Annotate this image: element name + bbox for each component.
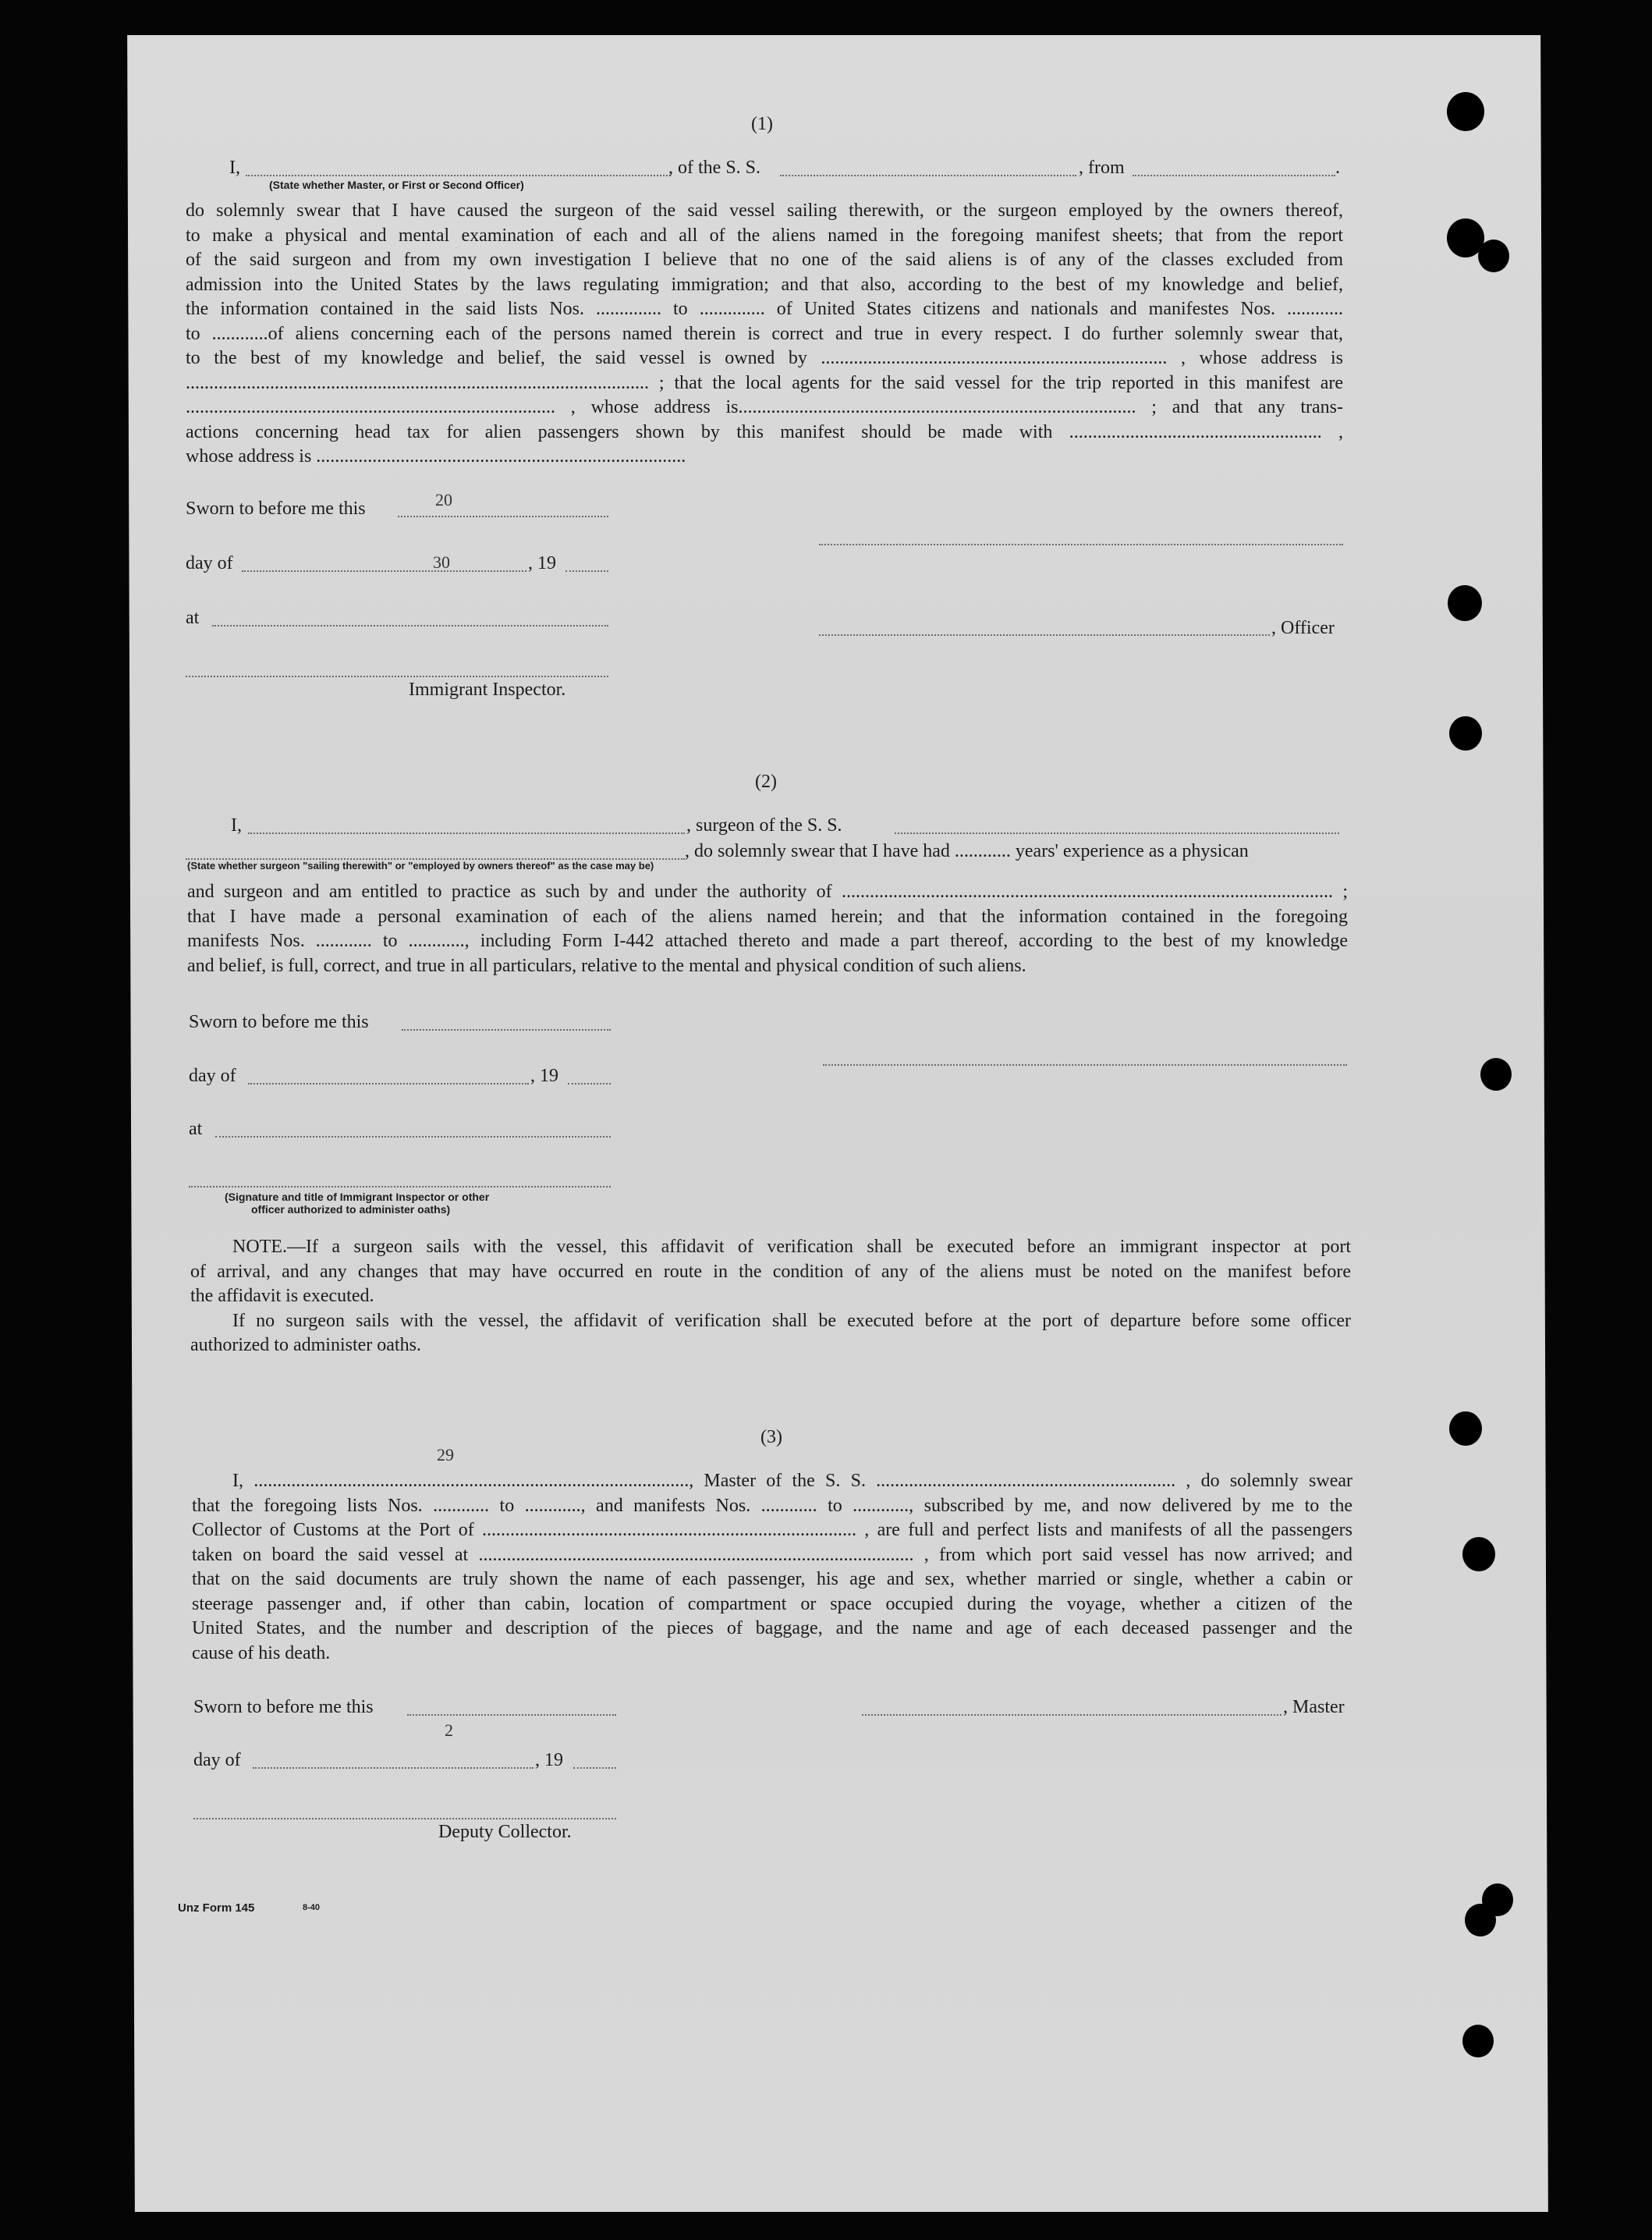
signature-note: (Signature and title of Immigrant Inspector or other	[225, 1191, 490, 1203]
punch-hole	[1447, 92, 1484, 131]
section-number: (1)	[751, 114, 773, 134]
punch-hole	[1449, 1411, 1482, 1446]
note-line: the affidavit is executed.	[190, 1286, 374, 1306]
month-blank[interactable]	[242, 570, 526, 572]
inspector-label: Immigrant Inspector.	[409, 680, 566, 700]
handwritten-mark: 20	[435, 490, 452, 509]
punch-hole	[1478, 240, 1509, 272]
section-number: (2)	[755, 772, 777, 792]
master-paragraph	[192, 1469, 1352, 1666]
year-blank[interactable]	[565, 570, 608, 572]
day-of-label: day of	[186, 553, 233, 573]
note-line: If no surgeon sails with the vessel, the affidavit of verification shall be executed before at the port of departure before some officer	[232, 1310, 1351, 1331]
master-signature-blank[interactable]	[862, 1714, 1282, 1716]
punch-hole	[1448, 585, 1482, 621]
punch-hole	[1482, 1883, 1513, 1916]
at-label: at	[186, 608, 200, 628]
master-label: , Master	[1283, 1697, 1345, 1717]
surgeon-signature-blank[interactable]	[823, 1064, 1347, 1066]
oath-line: to ............of aliens concerning each of the persons named therein is correct and true in every respect. I do further solemnly swear that,	[186, 323, 1343, 344]
oath-line: whose address is ...............................................................................	[186, 446, 686, 467]
oath-line: of the said surgeon and from my own investigation I believe that no one of the said aliens is of any of the classes excluded from	[186, 250, 1343, 270]
handwritten-mark: 2	[445, 1720, 453, 1740]
oath-line: I, ............................................................................................., Master of the S. S. ................................................................ , do solemnly swear	[232, 1471, 1352, 1491]
note-line: of arrival, and any changes that may have occurred en route in the condition of any of the aliens must be noted on the manifest before	[190, 1261, 1351, 1282]
year-blank[interactable]	[568, 1083, 611, 1085]
officer-signature-blank[interactable]	[819, 544, 1343, 545]
year-label: , 19	[535, 1750, 563, 1770]
punch-hole	[1462, 2025, 1494, 2057]
oath-line: that I have made a personal examination of each of the aliens named herein; and that the information contained in the foregoing	[187, 906, 1348, 927]
oath-line: actions concerning head tax for alien passengers shown by this manifest should be made with ...................................................... ,	[186, 421, 1343, 442]
punch-hole	[1462, 1537, 1495, 1571]
vessel-name-blank[interactable]	[780, 175, 1076, 176]
surgeon-name-blank[interactable]	[248, 832, 685, 834]
oath-i-label: I,	[231, 815, 242, 836]
inspector-signature-blank[interactable]	[186, 676, 608, 677]
oath-line: manifests Nos. ............ to ............, including Form I-442 attached thereto and made a part thereof, according to the best of my knowledge	[187, 931, 1348, 951]
oath-line: admission into the United States by the laws regulating immigration; and that also, according to the best of my knowledge and belief,	[186, 274, 1343, 295]
oath-line: and belief, is full, correct, and true in all particulars, relative to the mental and physical condition of such aliens.	[187, 955, 1026, 976]
form-code: 8-40	[303, 1903, 321, 1912]
section-number: (3)	[760, 1427, 782, 1447]
form-number: Unz Form 145	[178, 1901, 255, 1915]
oath-line: the information contained in the said lists Nos. .............. to .............. of United States citizens and nationals and manifestes Nos. ............	[186, 299, 1343, 319]
handwritten-mark: 30	[433, 552, 450, 572]
inspector-signature-blank[interactable]	[189, 1186, 611, 1187]
sworn-day-blank[interactable]	[402, 1029, 611, 1031]
sworn-day-blank[interactable]	[398, 516, 608, 517]
year-label: , 19	[530, 1066, 558, 1086]
oath-line: do solemnly swear that I have caused the surgeon of the said vessel sailing therewith, or the surgeon employed by the owners thereof,	[186, 201, 1343, 221]
oath-line: taken on board the said vessel at ............................................................................................. , from which port said vessel has now arrived; and	[192, 1544, 1352, 1565]
day-of-label: day of	[193, 1750, 241, 1770]
note-paragraph	[190, 1235, 1351, 1358]
from-port-blank[interactable]	[1133, 175, 1335, 176]
oath-line: to make a physical and mental examination of each and all of the aliens named in the foregoing manifest sheets; that from the report	[186, 225, 1343, 246]
at-label: at	[189, 1119, 203, 1139]
at-place-blank[interactable]	[215, 1136, 611, 1138]
surgeon-paragraph	[187, 880, 1348, 978]
punch-hole	[1480, 1058, 1512, 1091]
oath-line: to the best of my knowledge and belief, the said vessel is owned by .......................................................................... , whose address is	[186, 348, 1343, 368]
oath-line: that the foregoing lists Nos. ............ to ............, and manifests Nos. ............ to ............, subscribed by me, and now delivered by me to the	[192, 1495, 1352, 1516]
note-line: NOTE.—If a surgeon sails with the vessel, this affidavit of verification shall be executed before an immigrant inspector at port	[232, 1237, 1351, 1257]
oath-line: that on the said documents are truly shown the name of each passenger, his age and sex, whether married or single, whether a cabin or	[192, 1569, 1352, 1589]
note-line: authorized to administer oaths.	[190, 1335, 421, 1355]
sworn-label: Sworn to before me this	[193, 1697, 374, 1717]
oath-line: ................................................................................................... ; that the local agents for the said vessel for the trip reported in this manifest are	[186, 372, 1343, 393]
punch-hole	[1449, 716, 1482, 751]
year-blank[interactable]	[573, 1767, 616, 1769]
sworn-label: Sworn to before me this	[186, 499, 366, 519]
sworn-label: Sworn to before me this	[189, 1012, 369, 1032]
period: .	[1335, 158, 1340, 178]
officer-note: (State whether Master, or First or Second Officer)	[269, 179, 524, 191]
surgeon-of-label: , surgeon of the S. S.	[686, 815, 842, 836]
officer-label: , Officer	[1271, 618, 1335, 638]
oath-line: cause of his death.	[192, 1642, 331, 1663]
vessel-name-blank[interactable]	[895, 832, 1339, 834]
deputy-collector-label: Deputy Collector.	[438, 1822, 572, 1842]
handwritten-mark: 29	[437, 1445, 454, 1464]
sworn-day-blank[interactable]	[407, 1714, 616, 1716]
collector-signature-blank[interactable]	[193, 1818, 616, 1819]
officer-name-blank[interactable]	[246, 175, 671, 176]
surgeon-swear-text: , do solemnly swear that I have had ............ years' experience as a physican	[685, 841, 1249, 861]
year-label: , 19	[528, 553, 556, 573]
surgeon-note: (State whether surgeon "sailing therewith" or "employed by owners thereof" as the case may be)	[187, 860, 654, 872]
officer-title-blank[interactable]	[819, 634, 1270, 636]
oath-line: Collector of Customs at the Port of ................................................................................ , are full and perfect lists and manifests of all the passengers	[192, 1520, 1352, 1540]
month-blank[interactable]	[253, 1767, 534, 1769]
oath-line: United States, and the number and description of the pieces of baggage, and the name and age of each deceased passenger and the	[192, 1618, 1352, 1638]
oath-paragraph-1	[186, 199, 1343, 470]
oath-line: and surgeon and am entitled to practice as such by and under the authority of ......................................................................................................... ;	[187, 882, 1348, 902]
oath-i-label: I,	[229, 158, 240, 178]
day-of-label: day of	[189, 1066, 236, 1086]
oath-line: ............................................................................... , whose address is..................................................................................... ; and that any trans-	[186, 397, 1343, 417]
from-label: , from	[1079, 158, 1125, 178]
of-ss-label: , of the S. S.	[668, 158, 761, 178]
oath-line: steerage passenger and, if other than cabin, location of compartment or space occupied during the voyage, whether a citizen of the	[192, 1593, 1352, 1614]
signature-note: officer authorized to administer oaths)	[251, 1203, 451, 1216]
at-place-blank[interactable]	[212, 625, 608, 627]
month-blank[interactable]	[248, 1083, 529, 1085]
